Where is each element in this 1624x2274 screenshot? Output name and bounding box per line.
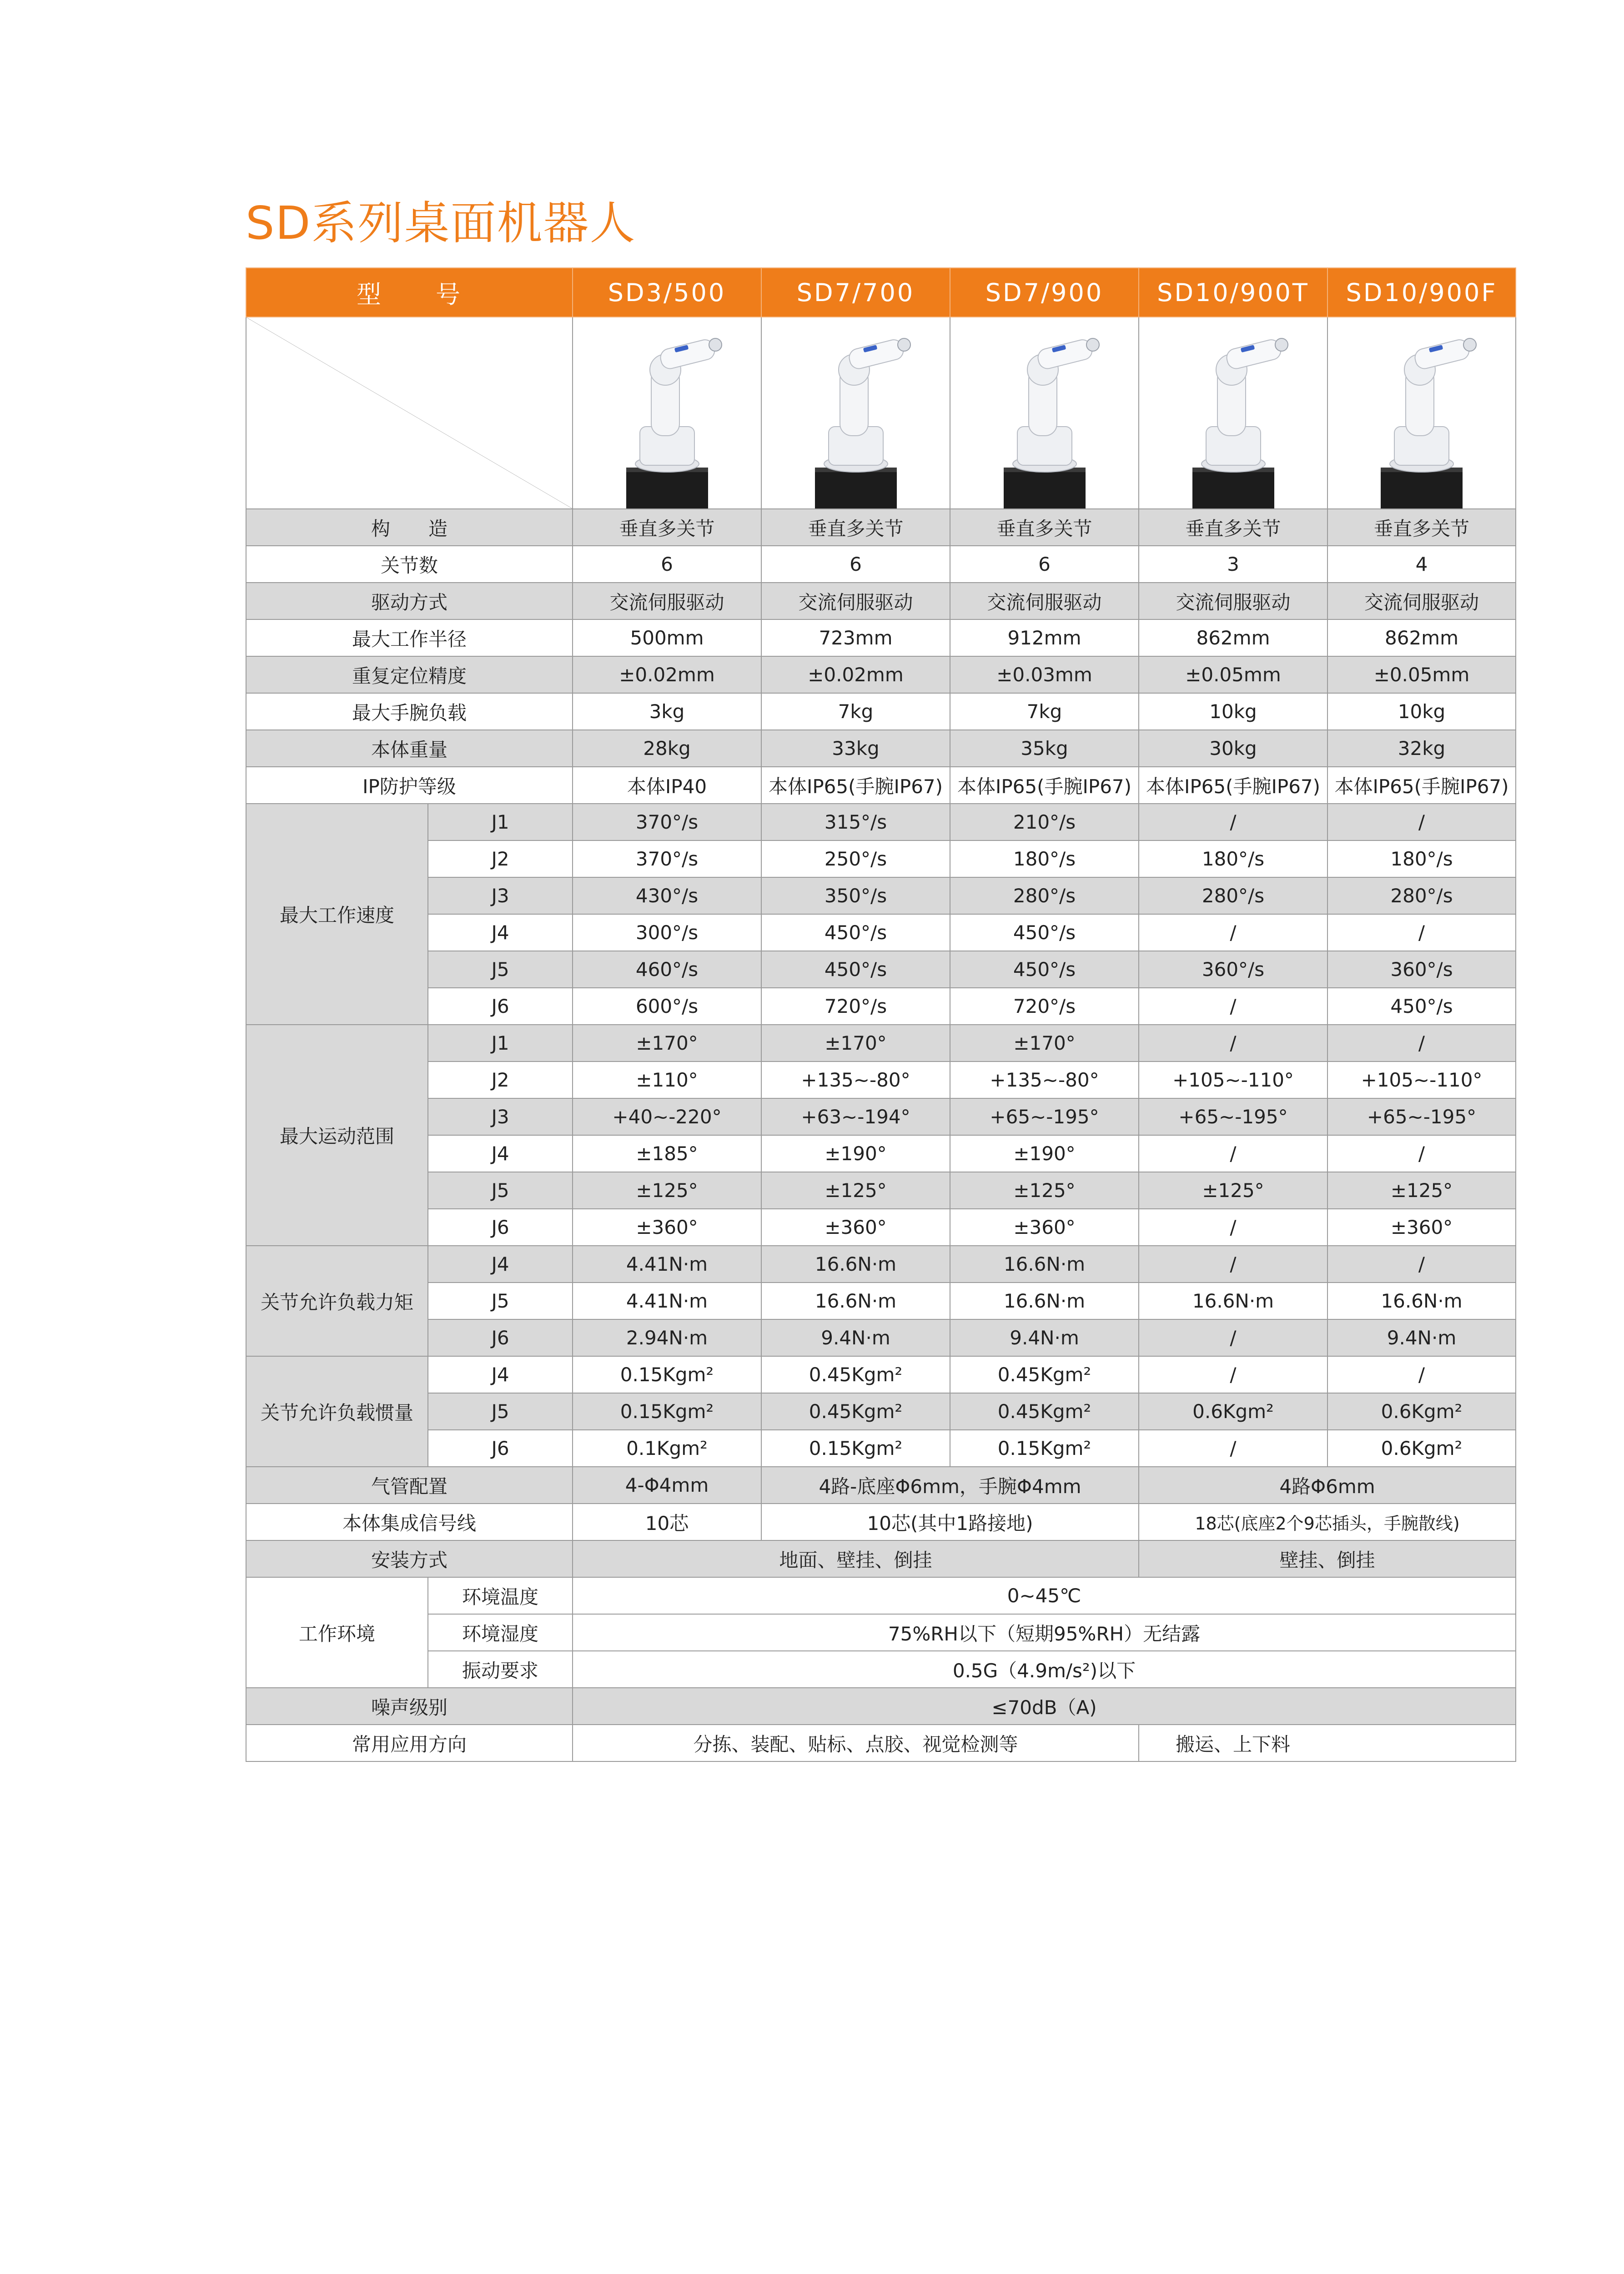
speed-value: / [1327,914,1516,951]
spec-value: 32kg [1327,730,1516,767]
speed-value: 720°/s [950,988,1139,1025]
range-value: ±360° [1327,1209,1516,1246]
speed-value: 370°/s [573,804,761,840]
env-item-label: 环境温度 [428,1577,573,1614]
mount-sd10: 壁挂、倒挂 [1139,1540,1516,1577]
speed-value: 360°/s [1139,951,1327,988]
speed-value: 180°/s [1327,840,1516,877]
range-value: / [1327,1025,1516,1062]
inertia-value: / [1139,1430,1327,1467]
range-value: +65~-195° [1327,1098,1516,1135]
robot-image-sd10-900t [1139,317,1327,509]
range-value: ±360° [761,1209,950,1246]
joint-label: J6 [428,1319,573,1356]
torque-value: 16.6N·m [761,1246,950,1283]
range-value: ±125° [1139,1172,1327,1209]
range-value: ±185° [573,1135,761,1172]
spec-row [246,730,1516,767]
range-value: / [1139,1209,1327,1246]
spec-row [246,1651,1516,1688]
inertia-value: / [1327,1356,1516,1393]
range-value: ±360° [950,1209,1139,1246]
spec-row [246,914,1516,951]
range-value: ±190° [761,1135,950,1172]
spec-value: 本体IP65(手腕IP67) [950,767,1139,804]
spec-label: 最大工作半径 [246,619,573,656]
spec-value: 垂直多关节 [761,509,950,546]
joint-label: J6 [428,988,573,1025]
spec-value: 35kg [950,730,1139,767]
torque-group-label: 关节允许负载力矩 [246,1246,428,1356]
noise-value: ≤70dB（A) [573,1688,1516,1725]
spec-value: 3kg [573,693,761,730]
air-sd10: 4路Φ6mm [1139,1467,1516,1504]
torque-value: 9.4N·m [1327,1319,1516,1356]
spec-row [246,656,1516,693]
spec-value: 28kg [573,730,761,767]
spec-row [246,1430,1516,1467]
torque-value: 16.6N·m [1139,1283,1327,1319]
torque-value: 16.6N·m [761,1283,950,1319]
speed-value: 250°/s [761,840,950,877]
speed-value: / [1139,804,1327,840]
spec-row [246,1283,1516,1319]
robot-image-sd10-900f [1327,317,1516,509]
torque-value: 9.4N·m [950,1319,1139,1356]
speed-value: 450°/s [1327,988,1516,1025]
range-value: +135~-80° [950,1062,1139,1098]
spec-value: 垂直多关节 [1139,509,1327,546]
range-value: / [1327,1135,1516,1172]
env-item-value: 75%RH以下（短期95%RH）无结露 [573,1614,1516,1651]
spec-value: 862mm [1327,619,1516,656]
spec-row [246,877,1516,914]
speed-value: 370°/s [573,840,761,877]
speed-value: 450°/s [761,914,950,951]
spec-value: 交流伺服驱动 [1139,583,1327,619]
spec-value: 30kg [1139,730,1327,767]
joint-label: J4 [428,1135,573,1172]
spec-value: 本体IP65(手腕IP67) [761,767,950,804]
spec-row [246,767,1516,804]
env-item-value: 0~45℃ [573,1577,1516,1614]
spec-label: 驱动方式 [246,583,573,619]
speed-value: 210°/s [950,804,1139,840]
noise-label: 噪声级别 [246,1688,573,1725]
joint-label: J5 [428,1172,573,1209]
model-sd3-500: SD3/500 [573,268,761,317]
range-value: +65~-195° [1139,1098,1327,1135]
spec-row [246,583,1516,619]
image-row [246,317,1516,509]
joint-label: J5 [428,1393,573,1430]
spec-value: 垂直多关节 [573,509,761,546]
torque-value: 16.6N·m [1327,1283,1516,1319]
speed-value: 315°/s [761,804,950,840]
range-value: +65~-195° [950,1098,1139,1135]
robot-arm-6-axis-icon [952,317,1136,508]
model-header-label: 型 号 [246,268,573,317]
spec-row [246,1172,1516,1209]
torque-value: / [1327,1246,1516,1283]
spec-value: 7kg [761,693,950,730]
joint-label: J1 [428,804,573,840]
spec-value: ±0.03mm [950,656,1139,693]
spec-value: ±0.05mm [1139,656,1327,693]
spec-value: 7kg [950,693,1139,730]
spec-row [246,1098,1516,1135]
inertia-value: 0.15Kgm² [950,1430,1139,1467]
spec-value: 交流伺服驱动 [573,583,761,619]
spec-value: 交流伺服驱动 [1327,583,1516,619]
spec-value: 垂直多关节 [1327,509,1516,546]
joint-label: J6 [428,1209,573,1246]
inertia-value: 0.15Kgm² [761,1430,950,1467]
inertia-group-label: 关节允许负载惯量 [246,1356,428,1467]
speed-value: 720°/s [761,988,950,1025]
inertia-value: / [1139,1356,1327,1393]
range-value: ±360° [573,1209,761,1246]
range-value: +63~-194° [761,1098,950,1135]
model-sd10-900t: SD10/900T [1139,268,1327,317]
robot-image-sd3-500 [573,317,761,509]
robot-image-sd7-700 [761,317,950,509]
torque-value: 2.94N·m [573,1319,761,1356]
speed-value: 350°/s [761,877,950,914]
spec-label: IP防护等级 [246,767,573,804]
robot-arm-6-axis-icon [764,317,948,508]
spec-value: 交流伺服驱动 [761,583,950,619]
speed-value: 460°/s [573,951,761,988]
range-value: ±170° [761,1025,950,1062]
header-row [246,268,1516,317]
speed-value: 450°/s [761,951,950,988]
spec-value: ±0.02mm [573,656,761,693]
diagonal-header-cell [246,317,573,509]
speed-value: 180°/s [950,840,1139,877]
spec-label: 构 造 [246,509,573,546]
diagonal-line [246,317,572,508]
spec-value: 10kg [1139,693,1327,730]
speed-value: / [1327,804,1516,840]
env-item-label: 振动要求 [428,1651,573,1688]
spec-value: 500mm [573,619,761,656]
range-group-label: 最大运动范围 [246,1025,428,1246]
range-value: ±125° [573,1172,761,1209]
spec-label: 最大手腕负载 [246,693,573,730]
joint-label: J6 [428,1430,573,1467]
range-value: ±125° [1327,1172,1516,1209]
app-sd3-7: 分拣、装配、贴标、点胶、视觉检测等 [573,1725,1139,1761]
range-value: +105~-110° [1327,1062,1516,1098]
page-title: SD系列桌面机器人 [246,196,636,250]
joint-label: J4 [428,1356,573,1393]
spec-value: 33kg [761,730,950,767]
env-item-label: 环境湿度 [428,1614,573,1651]
spec-value: 862mm [1139,619,1327,656]
spec-row [246,1025,1516,1062]
speed-value: 450°/s [950,951,1139,988]
inertia-value: 0.45Kgm² [950,1393,1139,1430]
range-value: +135~-80° [761,1062,950,1098]
range-value: / [1139,1135,1327,1172]
speed-value: 450°/s [950,914,1139,951]
spec-label: 本体重量 [246,730,573,767]
torque-value: 16.6N·m [950,1246,1139,1283]
joint-label: J2 [428,840,573,877]
signal-sd10: 18芯(底座2个9芯插头，手腕散线) [1139,1504,1516,1540]
spec-value: 本体IP65(手腕IP67) [1327,767,1516,804]
mount-sd3-7: 地面、壁挂、倒挂 [573,1540,1139,1577]
spec-value: 6 [950,546,1139,583]
spec-row [246,1135,1516,1172]
spec-value: 10kg [1327,693,1516,730]
spec-value: 6 [573,546,761,583]
range-value: +105~-110° [1139,1062,1327,1098]
signal-label: 本体集成信号线 [246,1504,573,1540]
spec-row [246,693,1516,730]
spec-row [246,1062,1516,1098]
range-value: ±125° [761,1172,950,1209]
joint-label: J2 [428,1062,573,1098]
speed-group-label: 最大工作速度 [246,804,428,1025]
inertia-value: 0.15Kgm² [573,1356,761,1393]
joint-label: J4 [428,914,573,951]
range-value: +40~-220° [573,1098,761,1135]
speed-value: 300°/s [573,914,761,951]
spec-value: 垂直多关节 [950,509,1139,546]
robot-arm-4-axis-icon [1330,317,1513,508]
torque-value: 9.4N·m [761,1319,950,1356]
torque-value: 4.41N·m [573,1246,761,1283]
torque-value: / [1139,1319,1327,1356]
spec-row [246,804,1516,840]
spec-value: 912mm [950,619,1139,656]
spec-value: 本体IP40 [573,767,761,804]
range-value: / [1139,1025,1327,1062]
range-value: ±110° [573,1062,761,1098]
spec-row [246,1467,1516,1504]
speed-value: 600°/s [573,988,761,1025]
speed-value: / [1139,914,1327,951]
spec-row [246,619,1516,656]
spec-value: 本体IP65(手腕IP67) [1139,767,1327,804]
inertia-value: 0.45Kgm² [761,1393,950,1430]
air-sd3: 4-Φ4mm [573,1467,761,1504]
inertia-value: 0.1Kgm² [573,1430,761,1467]
spec-row [246,840,1516,877]
spec-value: 723mm [761,619,950,656]
app-sd10: 搬运、上下料 [1139,1725,1516,1761]
spec-table [246,267,1516,1762]
spec-value: ±0.02mm [761,656,950,693]
spec-row [246,1246,1516,1283]
inertia-value: 0.6Kgm² [1139,1393,1327,1430]
torque-value: 4.41N·m [573,1283,761,1319]
speed-value: / [1139,988,1327,1025]
air-label: 气管配置 [246,1467,573,1504]
joint-label: J5 [428,1283,573,1319]
spec-row [246,1393,1516,1430]
inertia-value: 0.15Kgm² [573,1393,761,1430]
spec-value: 3 [1139,546,1327,583]
robot-arm-3-axis-icon [1141,317,1325,508]
spec-value: 4 [1327,546,1516,583]
speed-value: 360°/s [1327,951,1516,988]
air-sd7: 4路-底座Φ6mm，手腕Φ4mm [761,1467,1139,1504]
spec-value: ±0.05mm [1327,656,1516,693]
joint-label: J5 [428,951,573,988]
joint-label: J1 [428,1025,573,1062]
inertia-value: 0.6Kgm² [1327,1430,1516,1467]
spec-row [246,951,1516,988]
torque-value: 16.6N·m [950,1283,1139,1319]
model-sd10-900f: SD10/900F [1327,268,1516,317]
speed-value: 180°/s [1139,840,1327,877]
inertia-value: 0.45Kgm² [761,1356,950,1393]
speed-value: 280°/s [950,877,1139,914]
mount-label: 安装方式 [246,1540,573,1577]
inertia-value: 0.6Kgm² [1327,1393,1516,1430]
model-sd7-700: SD7/700 [761,268,950,317]
range-value: ±170° [573,1025,761,1062]
spec-row [246,1356,1516,1393]
robot-image-sd7-900 [950,317,1139,509]
spec-value: 6 [761,546,950,583]
speed-value: 280°/s [1327,877,1516,914]
joint-label: J4 [428,1246,573,1283]
spec-row [246,1540,1516,1577]
spec-label: 重复定位精度 [246,656,573,693]
spec-row [246,546,1516,583]
spec-row [246,509,1516,546]
spec-row [246,988,1516,1025]
app-label: 常用应用方向 [246,1725,573,1761]
signal-sd7: 10芯(其中1路接地) [761,1504,1139,1540]
inertia-value: 0.45Kgm² [950,1356,1139,1393]
range-value: ±125° [950,1172,1139,1209]
spec-row [246,1504,1516,1540]
range-value: ±170° [950,1025,1139,1062]
spec-row [246,1319,1516,1356]
spec-row [246,1209,1516,1246]
joint-label: J3 [428,1098,573,1135]
spec-row [246,1577,1516,1614]
spec-row [246,1688,1516,1725]
torque-value: / [1139,1246,1327,1283]
range-value: ±190° [950,1135,1139,1172]
env-group-label: 工作环境 [246,1577,428,1688]
robot-arm-6-axis-icon [575,317,759,508]
signal-sd3: 10芯 [573,1504,761,1540]
speed-value: 430°/s [573,877,761,914]
joint-label: J3 [428,877,573,914]
spec-row [246,1614,1516,1651]
model-sd7-900: SD7/900 [950,268,1139,317]
env-item-value: 0.5G（4.9m/s²)以下 [573,1651,1516,1688]
spec-label: 关节数 [246,546,573,583]
speed-value: 280°/s [1139,877,1327,914]
spec-value: 交流伺服驱动 [950,583,1139,619]
spec-row [246,1725,1516,1761]
